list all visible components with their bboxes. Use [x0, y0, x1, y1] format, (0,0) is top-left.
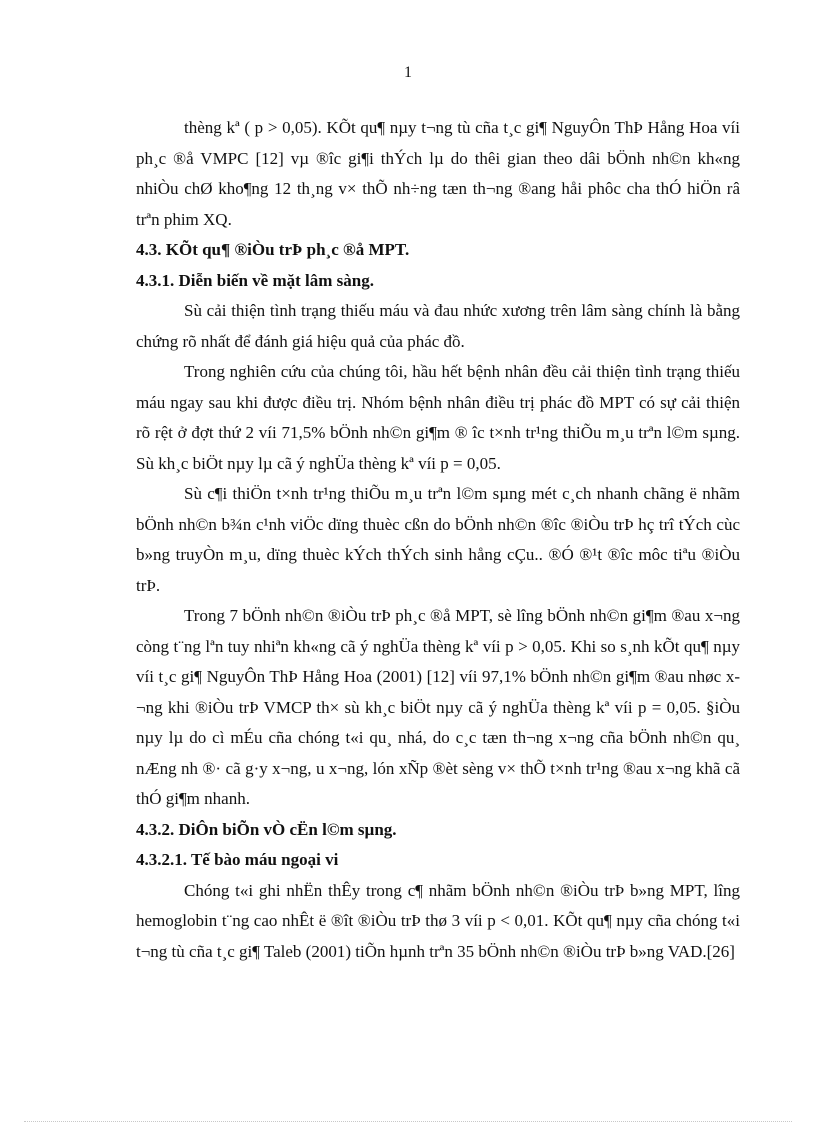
subsection-heading: 4.3.2. DiÔn biÕn vÒ cËn l©m sµng. [136, 819, 397, 839]
subsection-heading: 4.3.1. Diễn biến về mặt lâm sàng. [136, 270, 374, 290]
paragraph: Chóng t«i ghi nhËn thÊy trong c¶ nhãm bÖnh nh©n ®iÒu trÞ b»ng MPT, lîng hemoglobin t¨ng cao nhÊt ë ®ît ®iÒu trÞ thø 3 víi p < 0,01. KÕt qu¶ nµy cña chóng t«i t¬ng tù cña t¸c gi¶ Taleb (2001) tiÕn hµnh trªn 35 bÖnh nh©n ®iÒu trÞ b»ng VAD.[26] [136, 880, 740, 961]
paragraph: Trong nghiên cứu của chúng tôi, hầu hết bệnh nhân đều cải thiện tình trạng thiếu máu ngay sau khi được điều trị. Nhóm bệnh nhân điều trị phác đồ MPT có sự cải thiện rõ rệt ở đợt thứ 2 víi 71,5% bÖnh nh©n gi¶m ® îc t×nh tr¹ng thiÕu m¸u trªn l©m sµng. Sù kh¸c biÖt nµy lµ cã ý nghÜa thèng kª víi p = 0,05. [136, 362, 740, 473]
paragraph: Trong 7 bÖnh nh©n ®iÒu trÞ ph¸c ®å MPT, sè lîng bÖnh nh©n gi¶m ®au x¬ng còng t¨ng lªn tuy nhiªn kh«ng cã ý nghÜa thèng kª víi p > 0,05. Khi so s¸nh kÕt qu¶ nµy víi t¸c gi¶ NguyÔn ThÞ Hång Hoa (2001) [12] víi 97,1% bÖnh nh©n gi¶m ®au nhøc x¬ng khi ®iÒu trÞ VMCP th× sù kh¸c biÖt nµy cã ý nghÜa thèng kª víi p = 0,05. §iÒu nµy lµ do cì mÉu cña chóng t«i qu¸ nhá, do c¸c tæn th¬ng x¬ng cña bÖnh nh©n qu¸ nÆng nh ®· cã g·y x¬ng, u x¬ng, lón xÑp ®èt sèng v× thÕ t×nh tr¹ng ®au x¬ng khã cã thÓ gi¶m nhanh. [136, 606, 740, 808]
section-heading: 4.3. KÕt qu¶ ®iÒu trÞ ph¸c ®å MPT. [136, 240, 410, 259]
page-bottom-divider [24, 1121, 792, 1122]
document-body [136, 113, 740, 967]
paragraph: Sù c¶i thiÖn t×nh tr¹ng thiÕu m¸u trªn l©m sµng mét c¸ch nhanh chãng ë nhãm bÖnh nh©n b¾n c¹nh viÖc dïng thuèc cßn do bÖnh nh©n ®îc ®iÒu trÞ hç trî tÝch cùc b»ng truyÒn m¸u, dïng thuèc kÝch thÝch sinh hång cÇu.. ®Ó ®¹t ®îc môc tiªu ®iÒu trÞ. [136, 484, 740, 595]
page-number: 1 [404, 64, 412, 81]
paragraph: Sù cải thiện tình trạng thiếu máu và đau nhức xương trên lâm sàng chính là bằng chứng rõ nhất để đánh giá hiệu quả của phác đồ. [136, 301, 740, 351]
subsubsection-heading: 4.3.2.1. Tế bào máu ngoại vi [136, 850, 339, 869]
paragraph: thèng kª ( p > 0,05). KÕt qu¶ nµy t¬ng tù cña t¸c gi¶ NguyÔn ThÞ Hång Hoa víi ph¸c ®å VMPC [12] vµ ®îc gi¶i thÝch lµ do thêi gian theo dâi bÖnh nh©n kh«ng nhiÒu chØ kho¶ng 12 th¸ng v× thÕ nh÷ng tæn th¬ng ®ang håi phôc cha thÓ hiÖn râ trªn phim XQ. [136, 118, 740, 229]
